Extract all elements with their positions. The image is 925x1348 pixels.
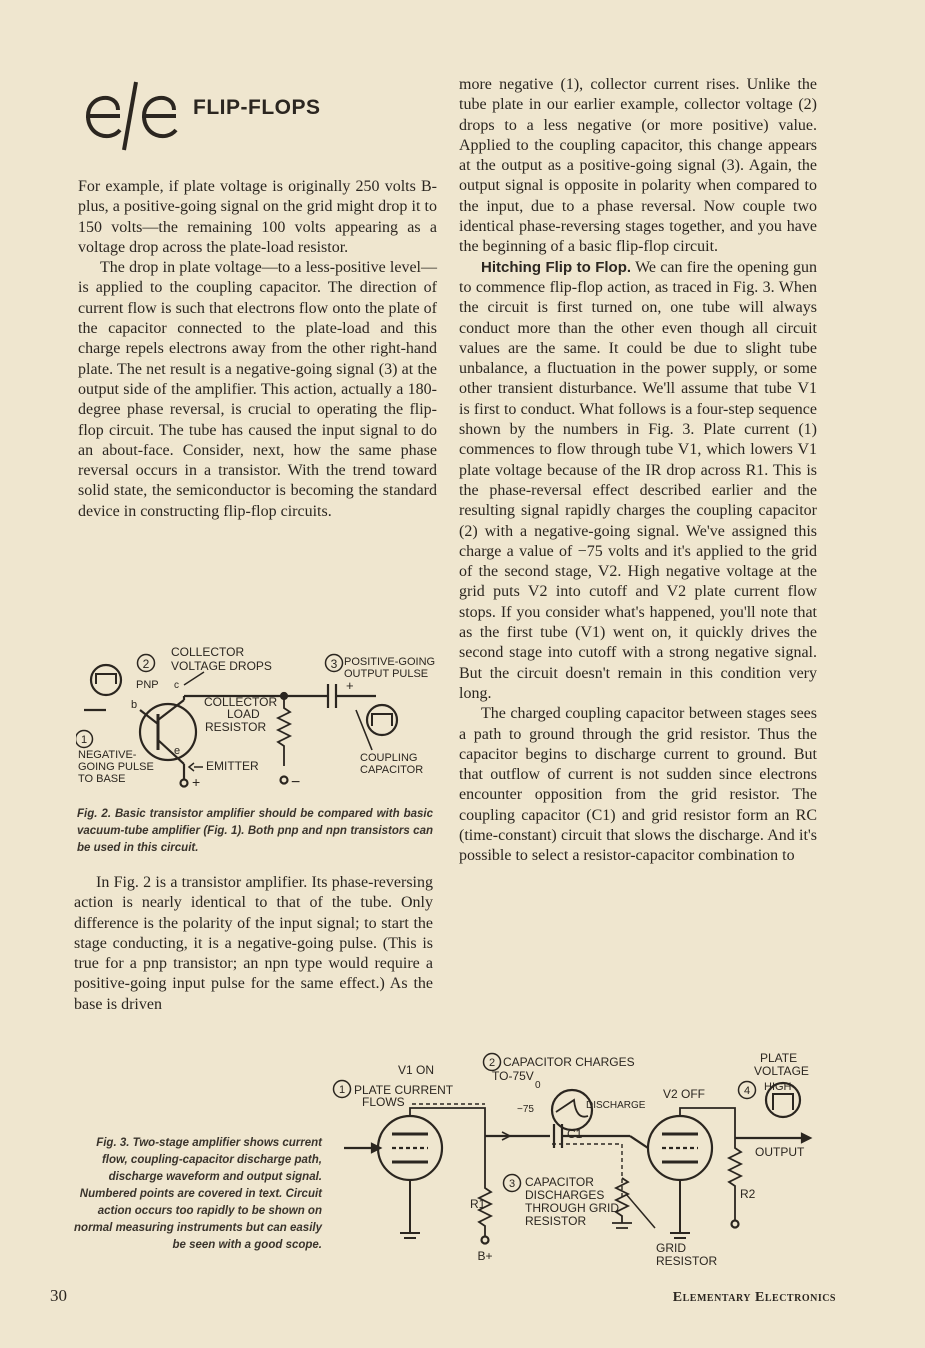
section-title: FLIP-FLOPS [193, 96, 321, 119]
fig2-label: CAPACITOR [360, 764, 424, 776]
left-column-bottom [74, 873, 433, 1015]
right-column [459, 75, 817, 867]
fig3-label: 0 [535, 1080, 541, 1091]
paragraph: We can fire the opening gun to commence flip-flop action, as traced in Fig. 3. When the circuit is first turned on, one tube will always conduct more than the other even though all circuit values are the same. It could be due to slight tube unbalance, a fluctuation in the power supply, or some other transient disturbance. We'll assume that tube V1 is first to conduct. What follows is a four-step sequence shown by the numbers in Fig. 3. Plate current (1) commences to flow through tube V1, which lowers V1 plate voltage because of the IR drop across R1. This is the phase-reversal effect described earlier and the resulting signal rapidly charges the coupling capacitor (2) with a negative-going signal. We've assigned this charge a value of −75 volts and it's applied to the grid of the second stage, V2. High negative voltage at the grid puts V2 into cutoff and V2 plate current flow stops. If you consider what's happened, you'll note that as the first tube (V1) went on, it quickly drives the second stage into cutoff with a strong negative signal. But the circuit doesn't remain in this condition very long. [459, 258, 817, 702]
fig3-label: V1 ON [398, 1063, 435, 1077]
fig3-label: TO-75V [492, 1069, 534, 1083]
fig2-label: LOAD [227, 707, 260, 721]
fig2-num-3: 3 [330, 657, 338, 671]
fig3-caption: Fig. 3. Two-stage amplifier shows current flow, coupling-capacitor discharge path, discharge waveform and output signal. Numbered points are covered in text. Circuit action occurs too rapidly to be shown on normal measuring instruments but can easily be seen with a good scope. [74, 1137, 322, 1251]
fig3-label: DISCHARGES [525, 1188, 605, 1202]
fig2-label: COLLECTOR [171, 645, 245, 659]
fig2-caption: Fig. 2. Basic transistor amplifier should be compared with basic vacuum-tube amplifier (Fig. 1). Both pnp and npn transistors can be used in this circuit. [77, 808, 433, 854]
fig3-flip-flop-diagram [330, 1048, 820, 1273]
fig3-num-4: 4 [743, 1085, 751, 1097]
fig3-label: PLATE CURRENT [354, 1083, 454, 1097]
fig2-label: OUTPUT PULSE [344, 668, 429, 680]
fig3-label: RESISTOR [656, 1254, 718, 1268]
left-column-top [78, 177, 437, 522]
fig3-label: DISCHARGE [586, 1100, 646, 1111]
fig3-num-2: 2 [488, 1057, 496, 1069]
fig3-label: R2 [740, 1187, 756, 1201]
fig2-label: POSITIVE-GOING [344, 656, 436, 668]
fig2-label: PNP [136, 679, 159, 691]
fig3-label: R1 [470, 1197, 486, 1211]
fig2-label: NEGATIVE- [78, 749, 137, 761]
fig3-num-1: 1 [338, 1084, 346, 1096]
fig2-label: e [174, 745, 181, 757]
fig2-label: c [174, 680, 179, 691]
fig3-label: VOLTAGE [754, 1064, 809, 1078]
ee-logo [82, 72, 186, 154]
fig2-label: COLLECTOR [204, 695, 278, 709]
paragraph: In Fig. 2 is a transistor amplifier. Its phase-reversing action is nearly identical to that of the tube. Only difference is the polarity of the input signal; to start the stage conducting, it is a negative-going pulse. (This is true for a pnp transistor; an npn type would require a positive-going input pulse for the same effect.) As the base is driven [74, 874, 433, 1013]
fig3-label: V2 OFF [663, 1087, 706, 1101]
fig3-label: CAPACITOR [525, 1175, 594, 1189]
fig2-label: TO BASE [78, 773, 126, 785]
fig3-label: C1 [567, 1127, 583, 1141]
fig3-label: GRID [656, 1241, 686, 1255]
fig3-label: PLATE [760, 1051, 798, 1065]
paragraph: more negative (1), collector current rises. Unlike the tube plate in our earlier example, collector voltage (2) drops to a less negative (or more positive) value. Applied to the coupling capacitor, this change appears at the output as a positive-going signal (3). Again, the output signal is opposite in polarity when compared to the input, due to a phase reversal. Now couple two identical phase-reversing stages together, and you have the beginning of a basic flip-flop circuit. [459, 76, 817, 256]
fig3-label: RESISTOR [525, 1214, 587, 1228]
fig2-label: b [131, 699, 138, 711]
fig2-transistor-diagram [76, 640, 442, 790]
fig2-label: + [346, 678, 354, 693]
page-number: 30 [50, 1286, 67, 1305]
fig3-num-3: 3 [508, 1178, 516, 1190]
fig2-label: RESISTOR [205, 720, 267, 734]
magazine-name: Elementary Electronics [672, 1290, 836, 1305]
fig3-label: FLOWS [362, 1095, 405, 1109]
paragraph: The drop in plate voltage—to a less-positive level—is applied to the coupling capacitor. The direction of current flow is such that electrons flow onto the plate of the capacitor connected to the plate-load and this charge repels electrons away from the other right-hand plate. The net result is a negative-going signal (3) at the output side of the amplifier. This action, actually a 180-degree phase reversal, is crucial to operating the flip-flop circuit. The tube has caused the input signal to do an about-face. Consider, next, how the same phase reversal occurs in a transistor. With the trend toward solid state, the semiconductor is becoming the standard device in constructing flip-flop circuits. [78, 259, 437, 520]
fig2-num-2: 2 [142, 657, 150, 671]
fig2-label: EMITTER [206, 759, 259, 773]
fig2-num-1: 1 [80, 734, 88, 746]
paragraph: The charged coupling capacitor between stages sees a path to ground through the grid resistor. Thus the capacitor begins to discharge current to ground. But that outflow of current is not sudden since electrons encounter opposition from the grid resistor. The coupling capacitor (C1) and grid resistor form an RC (time-constant) circuit that slows the discharge. And it's possible to select a resistor-capacitor combination to [459, 705, 817, 865]
fig2-label: − [291, 774, 301, 790]
fig3-label: −75 [517, 1104, 534, 1115]
fig2-label: + [192, 774, 201, 790]
fig3-label: CAPACITOR CHARGES [503, 1055, 635, 1069]
paragraph: For example, if plate voltage is originally 250 volts B-plus, a positive-going signal on the grid might drop it to 150 volts—the remaining 100 volts appearing as a voltage drop across the plate-load resistor. [78, 178, 437, 256]
fig3-label: OUTPUT [755, 1145, 805, 1159]
run-in-heading: Hitching Flip to Flop. [481, 258, 632, 276]
fig3-label: HIGH [764, 1081, 792, 1093]
fig2-label: COUPLING [360, 752, 418, 764]
fig3-label: THROUGH GRID [525, 1201, 619, 1215]
fig2-label: VOLTAGE DROPS [171, 659, 272, 673]
fig3-label: B+ [477, 1249, 493, 1263]
fig2-label: GOING PULSE [78, 761, 154, 773]
